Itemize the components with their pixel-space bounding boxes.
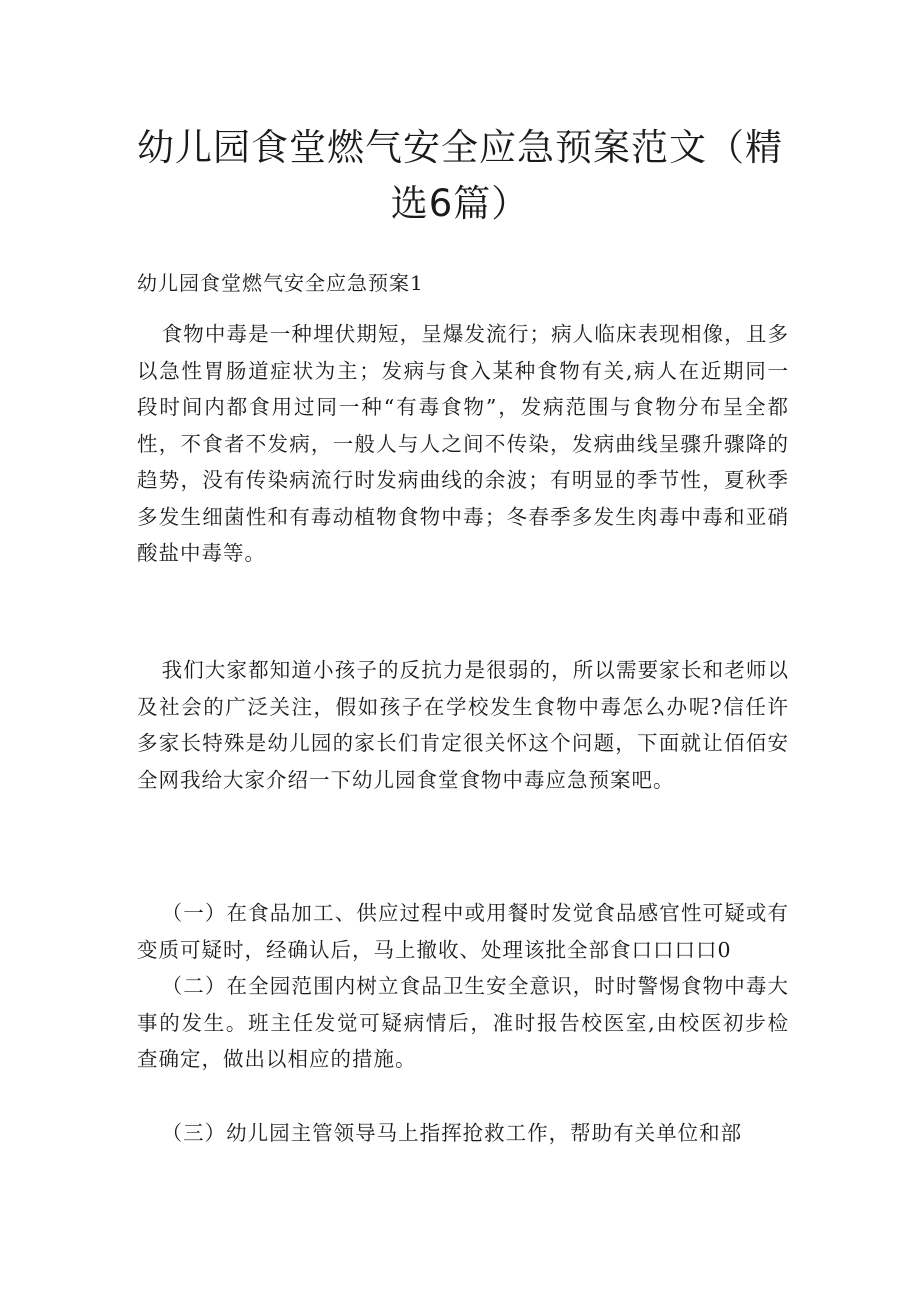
paragraph-measure-2: （二）在全园范围内树立食品卫生安全意识，时时警惕食物中毒大事的发生。班主任发觉可疑病情后，准时报告校医室,由校医初步检查确定，做出以相应的措施。 xyxy=(137,974,789,1071)
paragraph-measure-3: （三）幼儿园主管领导马上指挥抢救工作，帮助有关单位和部 xyxy=(161,1121,743,1145)
section-heading: 幼儿园食堂燃气安全应急预案1 xyxy=(137,271,424,295)
document-title: 幼儿园食堂燃气安全应急预案范文（精选6篇） xyxy=(137,126,783,225)
paragraph-food-poisoning-characteristics: 食物中毒是一种埋伏期短，呈爆发流行；病人临床表现相像，且多以急性胃肠道症状为主；发病与食入某种食物有关,病人在近期同一段时间内都食用过同一种“有毒食物”，发病范围与食物分布呈全都性，不食者不发病，一般人与人之间不传染，发病曲线呈骤升骤降的趋势，没有传染病流行时发病曲线的余波；有明显的季节性，夏秋季多发生细菌性和有毒动植物食物中毒；冬春季多发生肉毒中毒和亚硝酸盐中毒等。 xyxy=(137,322,789,565)
paragraph-introduction: 我们大家都知道小孩子的反抗力是很弱的，所以需要家长和老师以及社会的广泛关注，假如孩子在学校发生食物中毒怎么办呢?信任许多家长特殊是幼儿园的家长们肯定很关怀这个问题，下面就让佰佰安全网我给大家介绍一下幼儿园食堂食物中毒应急预案吧。 xyxy=(137,658,789,792)
paragraph-measure-1: （一）在食品加工、供应过程中或用餐时发觉食品感官性可疑或有变质可疑时，经确认后，马上撤收、处理该批全部食口口口口0 xyxy=(137,901,789,962)
